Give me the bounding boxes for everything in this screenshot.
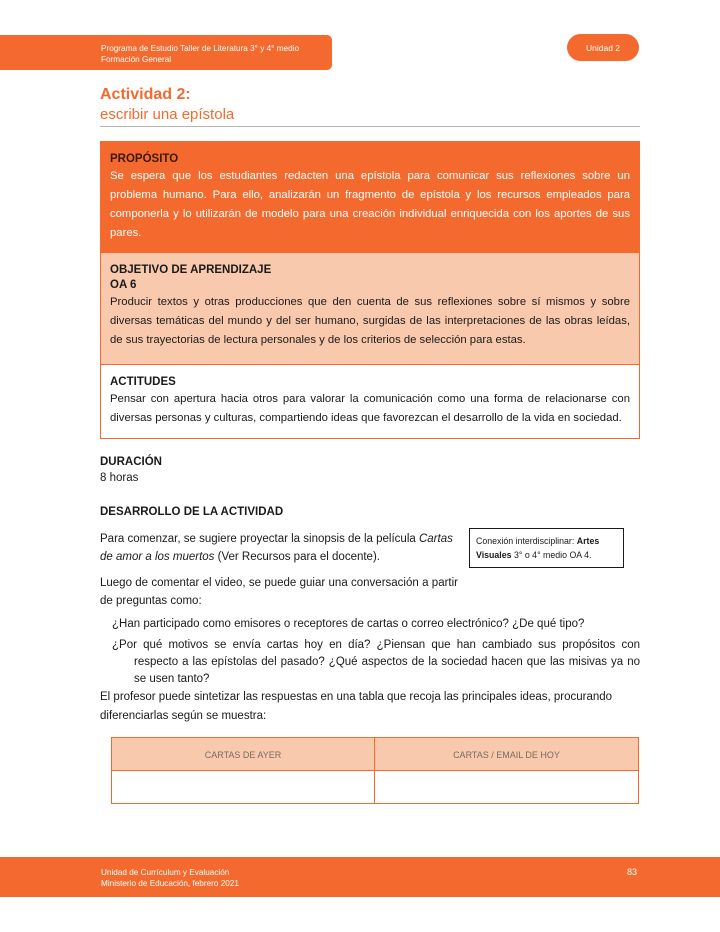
footer-ministry: Ministerio de Educación, febrero 2021 xyxy=(101,879,239,888)
summary-paragraph: El profesor puede sintetizar las respuestas en una tabla que recoja las principales ideas, procurando diferenciarlas según se muestra: xyxy=(100,691,613,722)
table-header-cell: CARTAS DE AYER xyxy=(204,749,282,760)
purpose-heading: PROPÓSITO xyxy=(110,153,179,165)
intro-text-start: Para comenzar, se sugiere proyectar la sinopsis de la película xyxy=(100,533,419,545)
film-title: Cartas de amor a los muertos xyxy=(100,533,453,563)
objective-section xyxy=(101,253,639,364)
table-cell xyxy=(375,771,638,803)
purpose-section xyxy=(101,142,639,253)
page-number: 83 xyxy=(627,867,638,877)
conversation-paragraph: Luego de comentar el video, se puede guiar una conversación a partir de preguntas como: xyxy=(100,577,458,607)
objective-code: OA 6 xyxy=(110,279,137,291)
table-header-cell: CARTAS / EMAIL DE HOY xyxy=(453,749,560,760)
program-title: Programa de Estudio Taller de Literatura 3° y 4° medio xyxy=(101,44,299,53)
duration-value: 8 horas xyxy=(100,472,139,484)
footer-bar xyxy=(0,857,720,897)
attitudes-text: Pensar con apertura hacia otros para valorar la comunicación como una forma de relacionarse con diversas personas y culturas, compartiendo ideas que favorezcan el desarrollo de la vida en sociedad. xyxy=(110,393,630,424)
question-item: ¿Por qué motivos se envía cartas hoy en día? ¿Piensan que han cambiado sus propósitos con respecto a las epístolas del pasado? ¿Qué aspectos de la sociedad hacen que las misivas ya no se usen tanto? xyxy=(112,639,640,685)
objective-heading: OBJETIVO DE APRENDIZAJE xyxy=(110,264,272,276)
connection-rest: 3° o 4° medio OA 4. xyxy=(511,550,592,560)
program-subtitle: Formación General xyxy=(101,55,172,64)
objective-text: Producir textos y otras producciones que den cuenta de sus reflexiones sobre sí mismos y sobre diversas temáticas del mundo y del ser humano, surgidas de las interpretaciones de las obras leídas, de sus trayectorias de lectura personales y de los criterios de selección para estas. xyxy=(110,296,630,346)
attitudes-heading: ACTITUDES xyxy=(110,376,176,388)
activity-title: Actividad 2: xyxy=(100,86,191,103)
activity-subtitle: escribir una epístola xyxy=(100,106,235,123)
activity-summary-box xyxy=(100,141,640,439)
footer-unit: Unidad de Currículum y Evaluación xyxy=(101,868,230,877)
footer-text xyxy=(101,867,239,889)
unit-badge: Unidad 2 xyxy=(567,34,639,61)
attitudes-section xyxy=(101,364,639,438)
table-cell xyxy=(112,771,374,803)
question-item: ¿Han participado como emisores o receptores de cartas o correo electrónico? ¿De qué tipo? xyxy=(112,618,585,630)
connection-subject: Artes Visuales xyxy=(476,536,600,560)
comparison-table xyxy=(111,737,639,804)
title-divider xyxy=(100,126,640,127)
intro-text-end: (Ver Recursos para el docente). xyxy=(214,551,380,563)
connection-box xyxy=(469,528,624,568)
intro-paragraph xyxy=(100,530,458,566)
header-bar xyxy=(0,35,332,70)
development-heading: DESARROLLO DE LA ACTIVIDAD xyxy=(100,506,284,518)
connection-prefix: Conexión interdisciplinar: xyxy=(476,536,577,546)
purpose-text: Se espera que los estudiantes redacten una epístola para comunicar sus reflexiones sobre un problema humano. Para ello, analizarán un fragmento de epístola y los recursos empleados para componerla y lo utilizarán de modelo para una creación individual enriquecida con los aportes de sus pares. xyxy=(110,170,630,239)
duration-heading: DURACIÓN xyxy=(100,456,162,468)
